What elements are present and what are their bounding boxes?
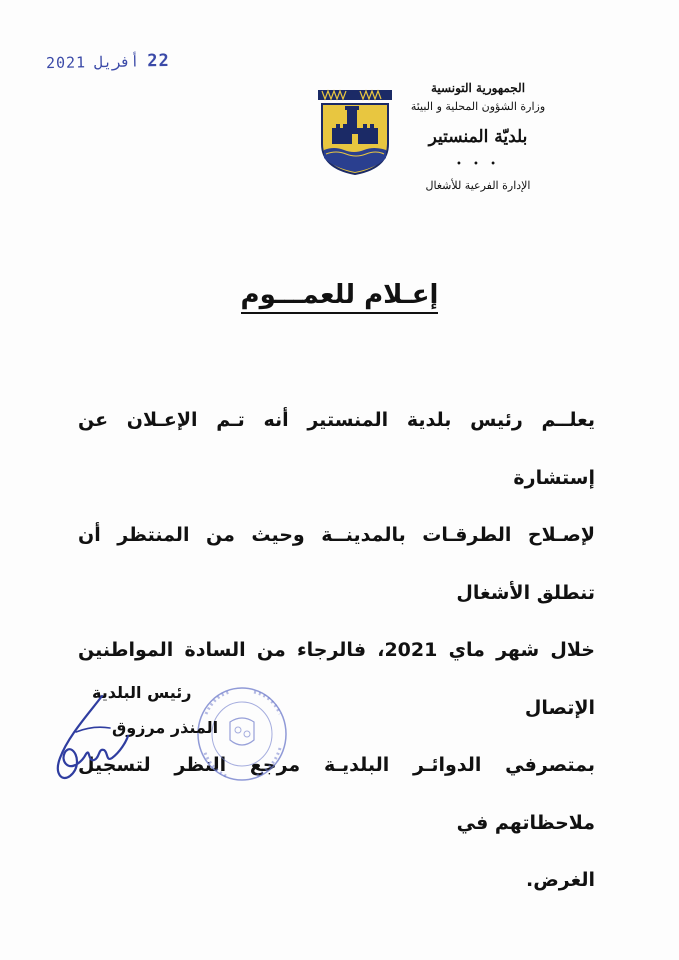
body-line-4: بمتصرفي الدوائـر البلديـة مرجع النظر لتسجيل ملاحظاتهم في	[78, 754, 595, 834]
date-stamp	[46, 51, 170, 73]
ministry-name: وزارة الشؤون المحلية و البيئة	[410, 100, 546, 113]
body-line-5: الغرض.	[526, 869, 595, 891]
handwritten-signature-icon	[50, 692, 135, 784]
body-line-1: يعلــم رئيس بلدية المنستير أنه تـم الإعـلان عن إستشارة	[78, 409, 595, 489]
stamp-year: 2021	[45, 53, 87, 73]
letterhead	[363, 78, 593, 196]
notice-title	[0, 280, 679, 310]
notice-title-text: إعـلام للعمـــوم	[241, 280, 439, 314]
stamp-day: 22	[147, 50, 170, 72]
signatory-title: رئيس البلدية	[92, 683, 192, 702]
notice-body	[78, 392, 595, 910]
body-line-3: خلال شهر ماي 2021، فالرجاء من السادة المواطنين الإتصال	[78, 639, 595, 719]
signatory-name: المنذر مرزوق	[112, 718, 219, 737]
stamp-month: أفريل	[93, 52, 140, 72]
separator-dots: • • •	[455, 159, 501, 170]
department-name: الإدارة الفرعية للأشغال	[425, 179, 531, 192]
body-line-2: لإصـلاح الطرقـات بالمدينــة وحيث من المنتظر أن تنطلق الأشغال	[78, 524, 595, 604]
municipality-name: بلديّة المنستير	[428, 127, 528, 147]
republic-name: الجمهورية التونسية	[430, 81, 526, 95]
